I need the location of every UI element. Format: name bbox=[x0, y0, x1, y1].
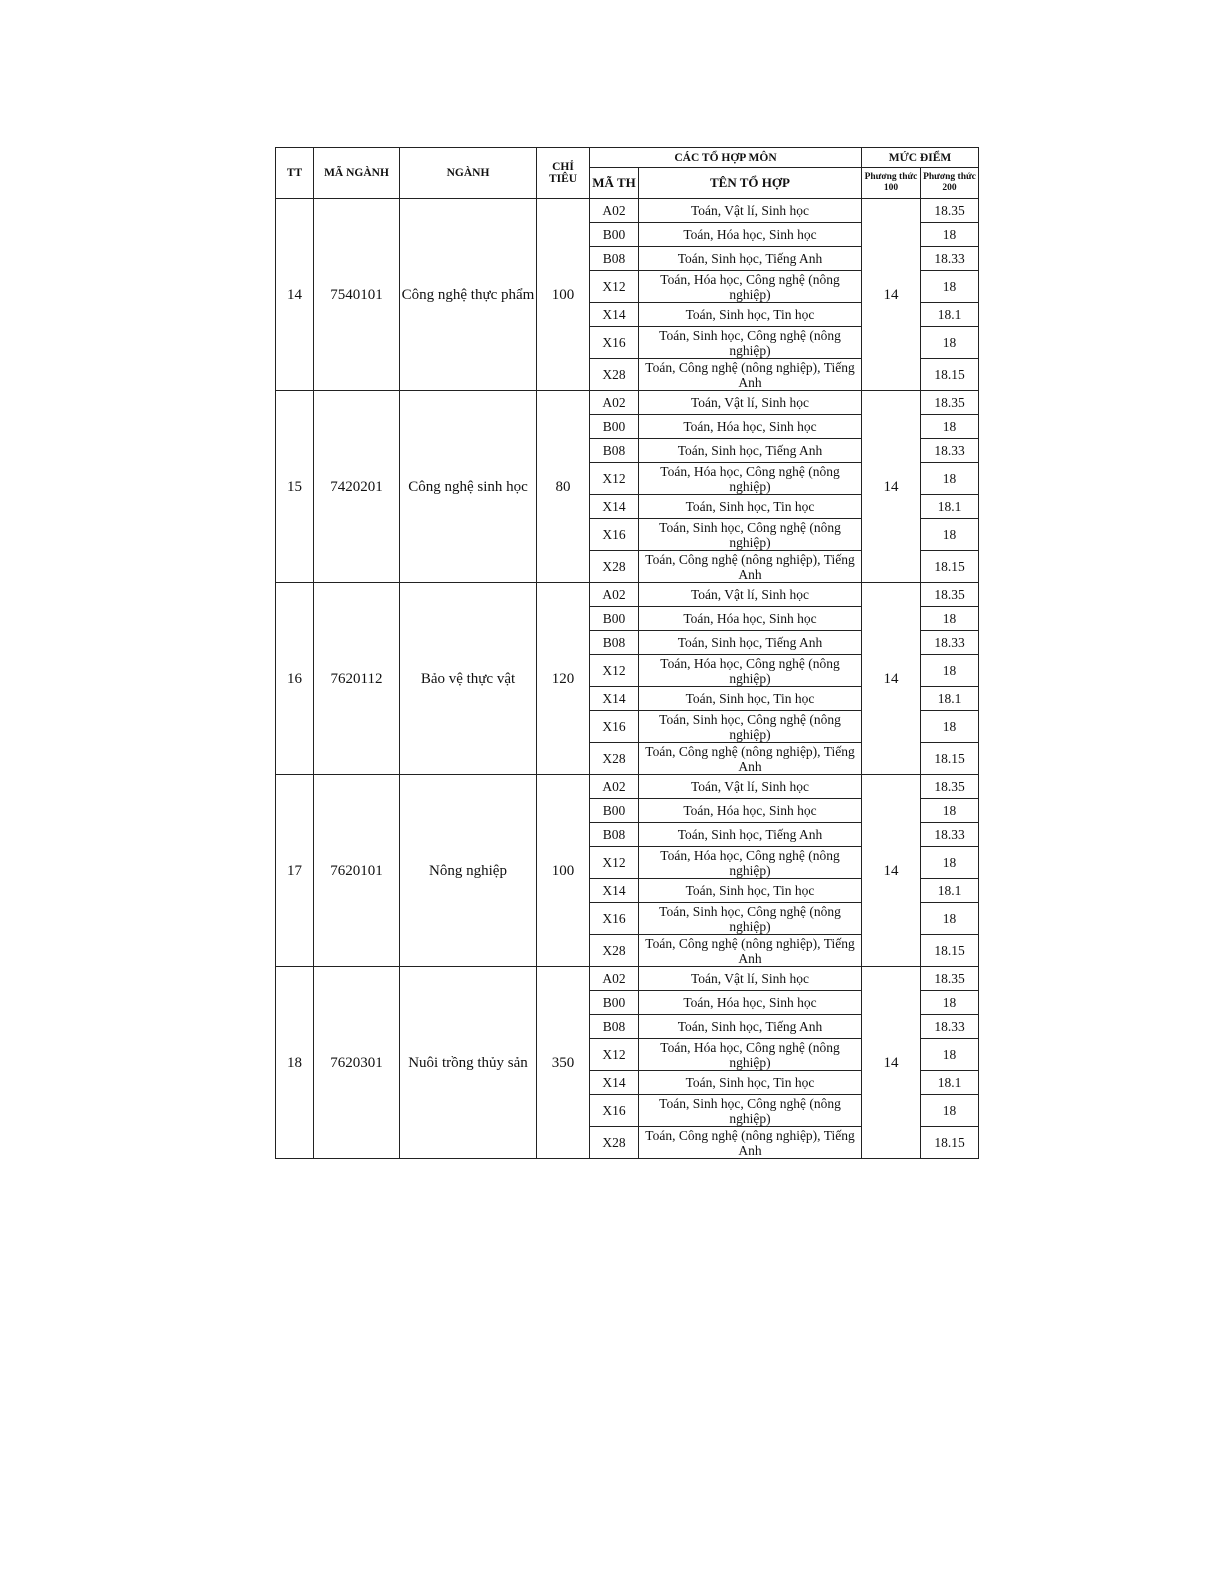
table-body bbox=[276, 199, 979, 1159]
cell-ten-to-hop: Toán, Sinh học, Công nghệ (nông nghiệp) bbox=[639, 519, 862, 551]
cell-chi-tieu: 120 bbox=[537, 583, 590, 775]
cell-ten-to-hop: Toán, Vật lí, Sinh học bbox=[639, 583, 862, 607]
cell-ten-to-hop: Toán, Sinh học, Tiếng Anh bbox=[639, 1015, 862, 1039]
cell-phuong-thuc-100: 14 bbox=[862, 583, 921, 775]
cell-phuong-thuc-200: 18 bbox=[921, 415, 979, 439]
table-header bbox=[276, 148, 979, 199]
cell-phuong-thuc-100: 14 bbox=[862, 775, 921, 967]
cell-ma-th: X16 bbox=[590, 327, 639, 359]
cell-ten-to-hop: Toán, Sinh học, Công nghệ (nông nghiệp) bbox=[639, 327, 862, 359]
cell-phuong-thuc-200: 18 bbox=[921, 607, 979, 631]
cell-nganh: Công nghệ thực phẩm bbox=[400, 199, 537, 391]
cell-ten-to-hop: Toán, Sinh học, Tiếng Anh bbox=[639, 631, 862, 655]
cell-ten-to-hop: Toán, Hóa học, Công nghệ (nông nghiệp) bbox=[639, 655, 862, 687]
cell-ma-nganh: 7620301 bbox=[314, 967, 400, 1159]
cell-ten-to-hop: Toán, Công nghệ (nông nghiệp), Tiếng Anh bbox=[639, 743, 862, 775]
cell-ma-nganh: 7540101 bbox=[314, 199, 400, 391]
cell-ma-th: A02 bbox=[590, 967, 639, 991]
header-phuong-thuc-100: Phương thức 100 bbox=[862, 168, 921, 199]
cell-ma-th: X12 bbox=[590, 655, 639, 687]
cell-ten-to-hop: Toán, Vật lí, Sinh học bbox=[639, 967, 862, 991]
cell-phuong-thuc-200: 18 bbox=[921, 519, 979, 551]
cell-ten-to-hop: Toán, Vật lí, Sinh học bbox=[639, 199, 862, 223]
cell-ma-th: X28 bbox=[590, 1127, 639, 1159]
cell-ten-to-hop: Toán, Hóa học, Công nghệ (nông nghiệp) bbox=[639, 1039, 862, 1071]
cell-phuong-thuc-200: 18.33 bbox=[921, 631, 979, 655]
cell-ma-th: A02 bbox=[590, 199, 639, 223]
cell-ma-th: B00 bbox=[590, 415, 639, 439]
cell-ten-to-hop: Toán, Hóa học, Công nghệ (nông nghiệp) bbox=[639, 847, 862, 879]
cell-ten-to-hop: Toán, Sinh học, Công nghệ (nông nghiệp) bbox=[639, 711, 862, 743]
cell-phuong-thuc-200: 18.15 bbox=[921, 551, 979, 583]
header-ma-th: MÃ TH bbox=[590, 168, 639, 199]
cell-ten-to-hop: Toán, Sinh học, Tin học bbox=[639, 687, 862, 711]
cell-ma-th: X12 bbox=[590, 847, 639, 879]
cell-phuong-thuc-200: 18 bbox=[921, 1095, 979, 1127]
cell-chi-tieu: 100 bbox=[537, 199, 590, 391]
cell-ma-th: X28 bbox=[590, 359, 639, 391]
cell-phuong-thuc-200: 18 bbox=[921, 903, 979, 935]
cell-phuong-thuc-200: 18.33 bbox=[921, 439, 979, 463]
header-muc-diem: MỨC ĐIỂM bbox=[862, 148, 979, 168]
cell-phuong-thuc-200: 18.35 bbox=[921, 391, 979, 415]
table-row bbox=[276, 199, 979, 223]
cell-ten-to-hop: Toán, Hóa học, Công nghệ (nông nghiệp) bbox=[639, 463, 862, 495]
cell-ma-th: X16 bbox=[590, 1095, 639, 1127]
cell-nganh: Nông nghiệp bbox=[400, 775, 537, 967]
cell-ten-to-hop: Toán, Hóa học, Sinh học bbox=[639, 415, 862, 439]
cell-ma-th: B08 bbox=[590, 1015, 639, 1039]
admission-score-table bbox=[275, 147, 979, 1159]
cell-ten-to-hop: Toán, Hóa học, Công nghệ (nông nghiệp) bbox=[639, 271, 862, 303]
cell-phuong-thuc-200: 18 bbox=[921, 327, 979, 359]
table-row bbox=[276, 967, 979, 991]
cell-tt: 17 bbox=[276, 775, 314, 967]
cell-ma-th: X14 bbox=[590, 1071, 639, 1095]
table-row bbox=[276, 391, 979, 415]
cell-phuong-thuc-200: 18.1 bbox=[921, 303, 979, 327]
cell-ma-nganh: 7420201 bbox=[314, 391, 400, 583]
cell-phuong-thuc-200: 18 bbox=[921, 847, 979, 879]
cell-ma-th: B08 bbox=[590, 631, 639, 655]
cell-ma-th: X14 bbox=[590, 879, 639, 903]
cell-chi-tieu: 100 bbox=[537, 775, 590, 967]
cell-phuong-thuc-100: 14 bbox=[862, 391, 921, 583]
cell-phuong-thuc-200: 18.1 bbox=[921, 879, 979, 903]
cell-ten-to-hop: Toán, Công nghệ (nông nghiệp), Tiếng Anh bbox=[639, 935, 862, 967]
header-nganh: NGÀNH bbox=[400, 148, 537, 199]
cell-phuong-thuc-200: 18.1 bbox=[921, 495, 979, 519]
cell-ma-th: X16 bbox=[590, 711, 639, 743]
cell-ma-nganh: 7620101 bbox=[314, 775, 400, 967]
cell-ten-to-hop: Toán, Công nghệ (nông nghiệp), Tiếng Anh bbox=[639, 551, 862, 583]
cell-ten-to-hop: Toán, Sinh học, Tin học bbox=[639, 1071, 862, 1095]
header-tt: TT bbox=[276, 148, 314, 199]
cell-phuong-thuc-200: 18.15 bbox=[921, 935, 979, 967]
cell-ma-th: X12 bbox=[590, 463, 639, 495]
cell-tt: 18 bbox=[276, 967, 314, 1159]
cell-ma-th: A02 bbox=[590, 583, 639, 607]
cell-phuong-thuc-200: 18.33 bbox=[921, 823, 979, 847]
cell-nganh: Công nghệ sinh học bbox=[400, 391, 537, 583]
cell-ten-to-hop: Toán, Vật lí, Sinh học bbox=[639, 775, 862, 799]
cell-phuong-thuc-200: 18.33 bbox=[921, 247, 979, 271]
table-row bbox=[276, 775, 979, 799]
cell-phuong-thuc-200: 18 bbox=[921, 799, 979, 823]
cell-phuong-thuc-200: 18.35 bbox=[921, 775, 979, 799]
cell-ten-to-hop: Toán, Công nghệ (nông nghiệp), Tiếng Anh bbox=[639, 1127, 862, 1159]
cell-phuong-thuc-200: 18.15 bbox=[921, 743, 979, 775]
cell-ma-th: X16 bbox=[590, 519, 639, 551]
cell-phuong-thuc-200: 18.35 bbox=[921, 583, 979, 607]
cell-ma-th: X28 bbox=[590, 935, 639, 967]
header-ten-to-hop: TÊN TỔ HỢP bbox=[639, 168, 862, 199]
cell-phuong-thuc-200: 18.35 bbox=[921, 199, 979, 223]
header-cac-to-hop-mon: CÁC TỔ HỢP MÔN bbox=[590, 148, 862, 168]
cell-tt: 16 bbox=[276, 583, 314, 775]
cell-phuong-thuc-200: 18 bbox=[921, 1039, 979, 1071]
cell-phuong-thuc-200: 18.1 bbox=[921, 687, 979, 711]
cell-tt: 15 bbox=[276, 391, 314, 583]
cell-ten-to-hop: Toán, Sinh học, Tiếng Anh bbox=[639, 823, 862, 847]
cell-ten-to-hop: Toán, Sinh học, Công nghệ (nông nghiệp) bbox=[639, 1095, 862, 1127]
cell-phuong-thuc-200: 18.1 bbox=[921, 1071, 979, 1095]
cell-ma-th: X16 bbox=[590, 903, 639, 935]
cell-ten-to-hop: Toán, Sinh học, Tin học bbox=[639, 303, 862, 327]
cell-phuong-thuc-200: 18 bbox=[921, 991, 979, 1015]
cell-phuong-thuc-200: 18 bbox=[921, 463, 979, 495]
cell-ma-th: X14 bbox=[590, 687, 639, 711]
cell-nganh: Nuôi trồng thủy sản bbox=[400, 967, 537, 1159]
cell-tt: 14 bbox=[276, 199, 314, 391]
cell-ma-th: B00 bbox=[590, 799, 639, 823]
cell-phuong-thuc-200: 18.35 bbox=[921, 967, 979, 991]
cell-phuong-thuc-200: 18 bbox=[921, 711, 979, 743]
cell-ma-th: X28 bbox=[590, 551, 639, 583]
cell-ten-to-hop: Toán, Sinh học, Công nghệ (nông nghiệp) bbox=[639, 903, 862, 935]
cell-ten-to-hop: Toán, Hóa học, Sinh học bbox=[639, 799, 862, 823]
cell-phuong-thuc-200: 18.15 bbox=[921, 1127, 979, 1159]
cell-phuong-thuc-100: 14 bbox=[862, 199, 921, 391]
table-row bbox=[276, 583, 979, 607]
cell-ten-to-hop: Toán, Hóa học, Sinh học bbox=[639, 223, 862, 247]
cell-phuong-thuc-200: 18 bbox=[921, 655, 979, 687]
cell-ten-to-hop: Toán, Công nghệ (nông nghiệp), Tiếng Anh bbox=[639, 359, 862, 391]
cell-chi-tieu: 80 bbox=[537, 391, 590, 583]
cell-ma-th: X28 bbox=[590, 743, 639, 775]
header-chi-tieu: CHỈ TIÊU bbox=[537, 148, 590, 199]
cell-ma-th: A02 bbox=[590, 775, 639, 799]
cell-nganh: Bảo vệ thực vật bbox=[400, 583, 537, 775]
cell-phuong-thuc-200: 18 bbox=[921, 223, 979, 247]
header-phuong-thuc-200: Phương thức 200 bbox=[921, 168, 979, 199]
cell-ten-to-hop: Toán, Hóa học, Sinh học bbox=[639, 991, 862, 1015]
cell-ma-th: X12 bbox=[590, 271, 639, 303]
cell-ten-to-hop: Toán, Vật lí, Sinh học bbox=[639, 391, 862, 415]
cell-ten-to-hop: Toán, Sinh học, Tin học bbox=[639, 495, 862, 519]
cell-ma-th: B00 bbox=[590, 991, 639, 1015]
header-ma-nganh: MÃ NGÀNH bbox=[314, 148, 400, 199]
cell-ma-th: B08 bbox=[590, 823, 639, 847]
cell-ten-to-hop: Toán, Sinh học, Tiếng Anh bbox=[639, 439, 862, 463]
cell-ma-th: B00 bbox=[590, 607, 639, 631]
cell-phuong-thuc-200: 18.15 bbox=[921, 359, 979, 391]
cell-ma-th: B08 bbox=[590, 247, 639, 271]
cell-phuong-thuc-200: 18 bbox=[921, 271, 979, 303]
cell-ma-nganh: 7620112 bbox=[314, 583, 400, 775]
cell-ma-th: X12 bbox=[590, 1039, 639, 1071]
cell-ma-th: B08 bbox=[590, 439, 639, 463]
cell-ten-to-hop: Toán, Sinh học, Tiếng Anh bbox=[639, 247, 862, 271]
cell-ma-th: B00 bbox=[590, 223, 639, 247]
cell-ma-th: A02 bbox=[590, 391, 639, 415]
cell-ma-th: X14 bbox=[590, 495, 639, 519]
cell-ten-to-hop: Toán, Sinh học, Tin học bbox=[639, 879, 862, 903]
cell-phuong-thuc-200: 18.33 bbox=[921, 1015, 979, 1039]
cell-ma-th: X14 bbox=[590, 303, 639, 327]
cell-chi-tieu: 350 bbox=[537, 967, 590, 1159]
cell-phuong-thuc-100: 14 bbox=[862, 967, 921, 1159]
cell-ten-to-hop: Toán, Hóa học, Sinh học bbox=[639, 607, 862, 631]
